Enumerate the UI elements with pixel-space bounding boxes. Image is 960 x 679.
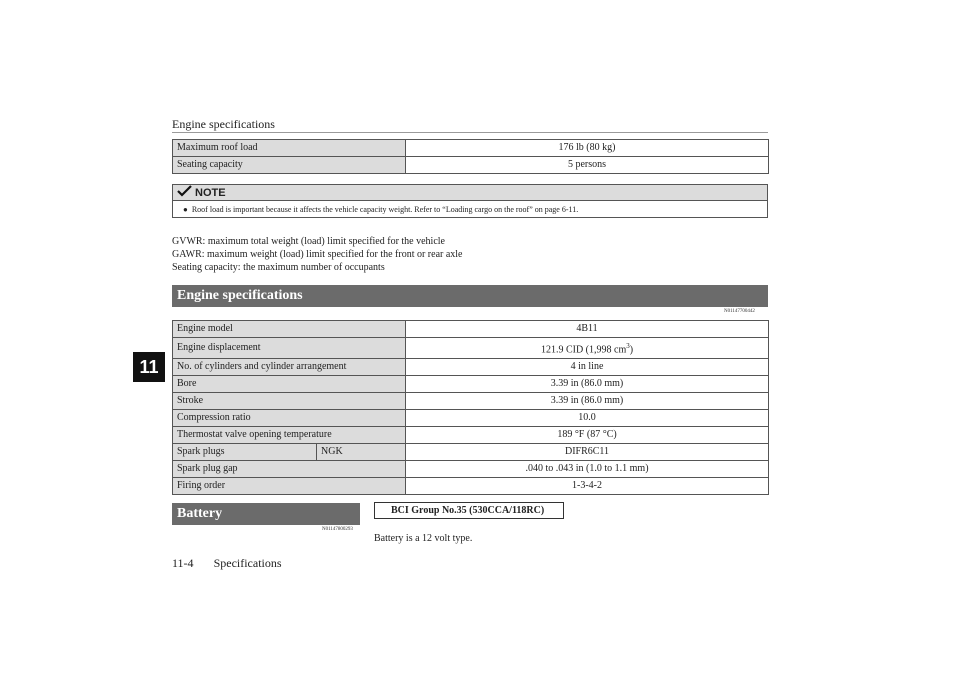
- table-row: [173, 410, 769, 427]
- chapter-tab: 11: [133, 352, 165, 382]
- table-row: [173, 157, 769, 174]
- table-row: [173, 461, 769, 478]
- footer-section: Specifications: [213, 556, 282, 570]
- spec-value: 4B11: [406, 321, 769, 338]
- spec-value: 10.0: [406, 410, 769, 427]
- bci-group-label: BCI Group No.35 (530CCA/118RC): [374, 502, 564, 519]
- spec-value-sup: 3: [626, 342, 630, 350]
- note-heading: [173, 185, 767, 201]
- definition-item: Seating capacity: the maximum number of occupants: [172, 262, 385, 273]
- spec-value: 3.39 in (86.0 mm): [406, 376, 769, 393]
- page-header-title: Engine specifications: [172, 117, 275, 131]
- table-row: [173, 427, 769, 444]
- pencil-check-icon: [177, 185, 195, 200]
- definition-item: GAWR: maximum weight (load) limit specified for the front or rear axle: [172, 249, 463, 260]
- spec-label: Bore: [173, 376, 406, 393]
- page-number: 11-4: [172, 556, 194, 570]
- spec-value-text: 121.9 CID (1,998 cm: [540, 344, 627, 356]
- spec-value-suffix: ): [629, 344, 634, 356]
- header-rule: [172, 132, 768, 133]
- engine-spec-table: [172, 320, 769, 495]
- note-heading-text: NOTE: [195, 186, 226, 199]
- table-row: [173, 140, 769, 157]
- table-row: [173, 444, 769, 461]
- spec-label: Engine model: [173, 321, 406, 338]
- definitions: [172, 235, 463, 274]
- engine-section-code: N01147700442: [724, 309, 755, 314]
- capacity-value: 176 lb (80 kg): [406, 140, 769, 157]
- battery-note: Battery is a 12 volt type.: [374, 533, 473, 544]
- table-row: [173, 338, 769, 359]
- spec-value: DIFR6C11: [406, 444, 769, 461]
- spec-label: Firing order: [173, 478, 406, 495]
- battery-section-title: Battery: [172, 503, 360, 525]
- spec-value: 4 in line: [406, 359, 769, 376]
- spec-label: Compression ratio: [173, 410, 406, 427]
- spec-value: [406, 338, 769, 359]
- spec-label: No. of cylinders and cylinder arrangement: [173, 359, 406, 376]
- spec-value: 3.39 in (86.0 mm): [406, 393, 769, 410]
- spec-label: Engine displacement: [173, 338, 406, 359]
- spec-value: .040 to .043 in (1.0 to 1.1 mm): [406, 461, 769, 478]
- spec-label: Thermostat valve opening temperature: [173, 427, 406, 444]
- table-row: [173, 478, 769, 495]
- spec-label: Spark plugs: [173, 444, 317, 461]
- spec-value: 189 °F (87 °C): [406, 427, 769, 444]
- table-row: [173, 376, 769, 393]
- definition-item: GVWR: maximum total weight (load) limit specified for the vehicle: [172, 236, 445, 247]
- page-footer: [172, 556, 282, 571]
- note-box: [172, 184, 768, 218]
- note-body: [173, 201, 767, 217]
- capacity-label: Maximum roof load: [173, 140, 406, 157]
- capacity-value: 5 persons: [406, 157, 769, 174]
- table-row: [173, 393, 769, 410]
- table-row: [173, 321, 769, 338]
- capacity-label: Seating capacity: [173, 157, 406, 174]
- spec-value: 1-3-4-2: [406, 478, 769, 495]
- spec-label: Spark plug gap: [173, 461, 406, 478]
- note-text: Roof load is important because it affects the vehicle capacity weight. Refer to “Loading cargo on the roof” on page 6-11.: [191, 204, 579, 214]
- spec-sublabel: NGK: [317, 444, 406, 461]
- table-row: [173, 359, 769, 376]
- battery-section-code: N01147800293: [322, 527, 353, 532]
- bullet-icon: ●: [183, 204, 188, 214]
- engine-section-title: Engine specifications: [172, 285, 768, 307]
- spec-label: Stroke: [173, 393, 406, 410]
- capacity-table: [172, 139, 769, 174]
